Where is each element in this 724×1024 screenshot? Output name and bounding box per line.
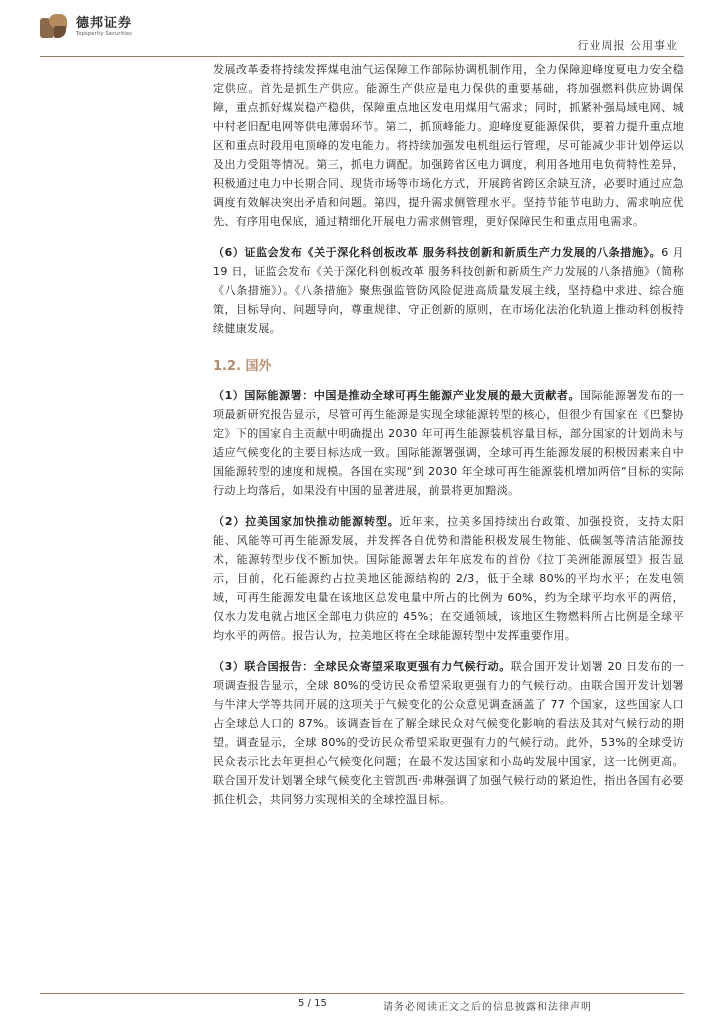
paragraph-lead: （1）国际能源署：中国是推动全球可再生能源产业发展的最大贡献者。 (213, 389, 581, 402)
paragraph-power-supply: 发展改革委将持续发挥煤电油气运保障工作部际协调机制作用，全力保障迎峰度夏电力安全稳定供应。首先是抓生产供应。能源生产供应是电力保供的重要基础，将加强燃料供应协调保障，重点抓好煤炭稳产稳供，保障重点地区发电用煤用气需求；同时，抓紧补强局域电网、城中村老旧配电网等供电薄弱环节。第二，抓顶峰能力。迎峰度夏能源保供，要着力提升重点地区和重点时段用电顶峰的发电能力。将持续加强发电机组运行管理，尽可能减少非计划停运以及出力受阻等情况。第三，抓电力调配。加强跨省区电力调度，利用各地用电负荷特性差异，积极通过电力中长期合同、现货市场等市场化方式，开展跨省跨区余缺互济，必要时通过应急调度有效解决突出矛盾和问题。第四，提升需求侧管理水平。坚持节能节电助力、需求响应优先、有序用电保底，通过精细化开展电力需求侧管理，更好保障民生和重点用电需求。 (213, 63, 684, 228)
section-title: 1.2. 国外 (213, 359, 272, 374)
footer-divider (40, 993, 684, 994)
paragraph-lead: （2）拉美国家加快推动能源转型。 (213, 515, 400, 528)
page-number: 5 / 15 (298, 998, 327, 1009)
report-category: 行业周报 公用事业 (577, 39, 678, 52)
legal-disclaimer: 请务必阅读正文之后的信息披露和法律声明 (383, 1002, 592, 1013)
paragraph-un (213, 657, 684, 809)
main-content (213, 60, 684, 809)
paragraph-body: 联合国开发计划署 20 日发布的一项调查报告显示，全球 80%的受访民众希望采取更强有力的气候行动。由联合国开发计划署与牛津大学等共同开展的这项关于气候变化的公众意见调查涵盖了 77 个国家，这些国家人口占全球总人口的 87%。该调查旨在了解全球民众对气候变化影响的看法及其对气候行动的期望。调查显示，全球 80%的受访民众希望采取更强有力的气候行动。此外，53%的全球受访民众表示比去年更担心气候变化问题；在最不发达国家和小岛屿发展中国家，这一比例更高。联合国开发计划署全球气候变化主管凯西·弗琳强调了加强气候行动的紧迫性，指出各国有必要抓住机会，共同努力实现相关的全球控温目标。 (213, 660, 684, 806)
logo-name-cn: 德邦证券 (76, 15, 133, 31)
company-logo (40, 14, 132, 40)
paragraph-body: 国际能源署发布的一项最新研究报告显示，尽管可再生能源是实现全球能源转型的核心，但很少有国家在《巴黎协定》下的国家自主贡献中明确提出 2030 年可再生能源装机容量目标，部分国家的计划尚未与适应气候变化的主要目标达成一致。国际能源署强调，全球可再生能源发展的积极因素来自中国能源转型的速度和规模。各国在实现“到 2030 年全球可再生能源装机增加两倍”目标的实际行动上均落后，如果没有中国的显著进展，前景将更加黯淡。 (213, 389, 684, 497)
paragraph-latam (213, 512, 684, 645)
paragraph-body: 近年来，拉美多国持续出台政策、加强投资，支持太阳能、风能等可再生能源发展，并发挥各自优势和潜能积极发展生物能、低碳氢等清洁能源技术，能源转型步伐不断加快。国际能源署去年年底发布的首份《拉丁美洲能源展望》报告显示，目前，化石能源约占拉美地区能源结构的 2/3，低于全球 80%的平均水平；在发电领域，可再生能源发电量在该地区总发电量中所占的比例为 60%，约为全球平均水平的两倍，仅水力发电就占地区全部电力供应的 45%；在交通领域，该地区生物燃料所占比例是全球平均水平的两倍。报告认为，拉美地区将在全球能源转型中发挥重要作用。 (213, 515, 684, 642)
logo-name-en: Topsperity Securities (76, 30, 133, 37)
page-header (0, 0, 724, 62)
paragraph-csrc (213, 243, 684, 338)
logo-mark-icon (40, 14, 70, 40)
paragraph-body: 6 月 19 日，证监会发布《关于深化科创板改革 服务科技创新和新质生产力发展的八条措施》（简称《八条措施》）。《八条措施》聚焦强监管防风险促进高质量发展主线，坚持稳中求进、综合施策，目标导向、问题导向，尊重规律、守正创新的原则，在市场化法治化轨道上推动科创板持续健康发展。 (213, 246, 685, 335)
header-divider (40, 56, 684, 57)
paragraph-lead: （6）证监会发布《关于深化科创板改革 服务科技创新和新质生产力发展的八条措施》。 (213, 246, 662, 259)
paragraph-lead: （3）联合国报告：全球民众寄望采取更强有力气候行动。 (213, 660, 511, 673)
paragraph-iea (213, 386, 684, 500)
